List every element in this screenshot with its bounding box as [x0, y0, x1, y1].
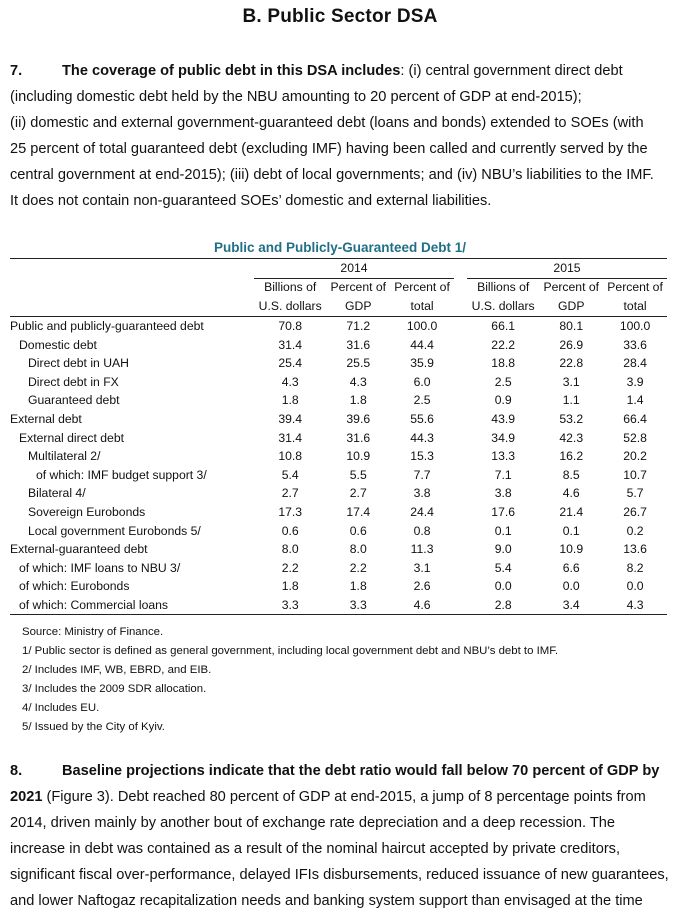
- table-cell: 44.4: [410, 337, 434, 352]
- table-cell: 22.2: [491, 337, 516, 352]
- paragraph-8-line-1: [10, 758, 674, 784]
- table-subheader-row-2: [10, 297, 667, 316]
- table-cell: 8.5: [562, 467, 580, 482]
- column-header: Billions of: [477, 280, 530, 295]
- paragraph-8-line-2: [10, 784, 674, 810]
- column-header: Billions of: [264, 280, 317, 295]
- table-cell: 2.7: [349, 486, 367, 501]
- table-cell: 0.0: [626, 579, 644, 594]
- table-cell: 17.6: [491, 505, 516, 520]
- table-cell: 31.6: [346, 337, 371, 352]
- table-cell: 42.3: [559, 430, 584, 445]
- table-cell: 0.1: [494, 523, 512, 538]
- paragraph-7-line: central government at end-2015); (iii) debt of local governments; and (iv) NBU’s liabilities to the IMF.: [10, 167, 654, 183]
- paragraph-lead: Baseline projections indicate that the debt ratio would fall below 70 percent of GDP by: [62, 763, 660, 779]
- table-cell: 43.9: [491, 412, 516, 427]
- row-label: External-guaranteed debt: [10, 542, 148, 557]
- paragraph-lead: The coverage of public debt in this DSA includes: [62, 63, 401, 79]
- paragraph-7-line: (including domestic debt held by the NBU amounting to 20 percent of GDP at end-2015);: [10, 89, 582, 105]
- table-cell: 7.7: [413, 467, 431, 482]
- table-cell: 17.4: [346, 505, 371, 520]
- table-row: [10, 316, 667, 335]
- table-cell: 13.6: [623, 542, 647, 557]
- table-cell: 3.4: [539, 596, 603, 615]
- section-title: B. Public Sector DSA: [242, 6, 438, 27]
- table-cell: 10.9: [346, 449, 371, 464]
- paragraph-7-line: It does not contain non-guaranteed SOEs’ domestic and external liabilities.: [10, 193, 492, 209]
- table-cell: 4.3: [603, 596, 667, 615]
- table-cell: 3.3: [254, 596, 326, 615]
- table-cell: 7.1: [494, 467, 512, 482]
- row-label: of which: IMF budget support 3/: [36, 467, 207, 482]
- table-cell: 1.4: [626, 393, 644, 408]
- table-cell: 4.6: [562, 486, 580, 501]
- table-cell: 66.4: [623, 412, 647, 427]
- table-cell: 0.6: [281, 523, 299, 538]
- table-cell: 10.9: [559, 542, 584, 557]
- table-row: [10, 521, 667, 540]
- table-cell: 5.7: [626, 486, 644, 501]
- table-cell: 2.5: [413, 393, 431, 408]
- table-cell: 18.8: [491, 356, 516, 371]
- table-cell: 13.3: [491, 449, 516, 464]
- table-cell: 39.4: [278, 412, 303, 427]
- paragraph-text: (Figure 3). Debt reached 80 percent of GDP at end-2015, a jump of 8 percentage points from: [42, 789, 646, 805]
- column-header: Percent of: [543, 280, 600, 295]
- table-cell: 31.4: [278, 337, 303, 352]
- table-cell: 1.8: [349, 579, 367, 594]
- paragraph-8: [10, 758, 674, 914]
- paragraph-8-line: significant fiscal over-performance, delayed IFIs disbursements, reduced issuance of new guarantees,: [10, 867, 669, 883]
- table-cell: 4.6: [390, 596, 454, 615]
- table-cell: 16.2: [559, 449, 584, 464]
- row-label: External debt: [10, 412, 82, 427]
- table-cell: 3.8: [413, 486, 431, 501]
- table-cell: 44.3: [410, 430, 434, 445]
- table-cell: 21.4: [559, 505, 584, 520]
- table-row: [10, 391, 667, 410]
- table-cell: 22.8: [559, 356, 584, 371]
- table-cell: 11.3: [410, 542, 434, 557]
- column-header: total: [390, 297, 454, 316]
- table-cell: 3.1: [562, 374, 580, 389]
- table-cell: 0.8: [413, 523, 431, 538]
- table-cell: 8.0: [281, 542, 299, 557]
- table-cell: 1.8: [281, 393, 299, 408]
- column-header: total: [603, 297, 667, 316]
- paragraph-7-line: 25 percent of total guaranteed debt (excluding IMF) having been called and currently served by the: [10, 141, 648, 157]
- table-cell: 100.0: [619, 319, 651, 334]
- table-cell: 52.8: [623, 430, 647, 445]
- table-cell: 5.4: [281, 467, 299, 482]
- table-cell: 3.1: [413, 560, 431, 575]
- table-cell: 8.0: [349, 542, 367, 557]
- table-row: [10, 503, 667, 522]
- paragraph-7-line-1: [10, 58, 674, 84]
- table-cell: 4.3: [349, 374, 367, 389]
- table-cell: 5.5: [349, 467, 367, 482]
- table-subheader-row-1: [10, 278, 667, 297]
- table-cell: 3.8: [494, 486, 512, 501]
- table-footnote: 3/ Includes the 2009 SDR allocation.: [22, 683, 207, 696]
- table-cell: 0.9: [494, 393, 512, 408]
- row-label: Public and publicly-guaranteed debt: [10, 319, 204, 334]
- table-row: [10, 335, 667, 354]
- table-cell: 0.0: [494, 579, 512, 594]
- row-label: Direct debt in UAH: [28, 356, 129, 371]
- column-header: U.S. dollars: [254, 297, 326, 316]
- table-cell: 33.6: [623, 337, 647, 352]
- table-cell: 71.2: [346, 319, 371, 334]
- table-source-note: Source: Ministry of Finance.: [22, 626, 164, 638]
- paragraph-7: [10, 58, 674, 214]
- table-footnote: 2/ Includes IMF, WB, EBRD, and EIB.: [22, 664, 212, 677]
- table-cell: 5.4: [494, 560, 512, 575]
- table-cell: 17.3: [278, 505, 303, 520]
- table-footnote: 4/ Includes EU.: [22, 702, 100, 715]
- table-row: [10, 596, 667, 615]
- column-header: Percent of: [330, 280, 387, 295]
- table-cell: 0.1: [562, 523, 580, 538]
- table-cell: 70.8: [278, 319, 303, 334]
- table-row: [10, 540, 667, 559]
- table-cell: 2.2: [281, 560, 299, 575]
- table-title: Public and Publicly-Guaranteed Debt 1/: [213, 240, 467, 255]
- table-cell: 2.8: [467, 596, 539, 615]
- table-cell: 0.2: [626, 523, 644, 538]
- column-header: U.S. dollars: [467, 297, 539, 316]
- table-row: [10, 484, 667, 503]
- row-label: of which: IMF loans to NBU 3/: [19, 560, 181, 575]
- paragraph-lead: 2021: [10, 789, 43, 805]
- table-cell: 35.9: [410, 356, 434, 371]
- table-cell: 26.7: [623, 505, 647, 520]
- year-header: 2014: [254, 259, 454, 279]
- row-label: Guaranteed debt: [28, 393, 120, 408]
- row-label: of which: Commercial loans: [10, 596, 254, 615]
- table-cell: 53.2: [559, 412, 584, 427]
- table-cell: 31.4: [278, 430, 303, 445]
- table-footnote: 5/ Issued by the City of Kyiv.: [22, 721, 165, 734]
- table-cell: 2.7: [281, 486, 299, 501]
- table-row: [10, 354, 667, 373]
- row-label: Sovereign Eurobonds: [28, 505, 146, 520]
- table-cell: 20.2: [623, 449, 647, 464]
- debt-table: [10, 258, 667, 615]
- table-row: [10, 410, 667, 429]
- table-cell: 1.8: [281, 579, 299, 594]
- table-row: [10, 447, 667, 466]
- year-header: 2015: [467, 259, 667, 279]
- table-cell: 2.5: [494, 374, 512, 389]
- table-cell: 10.8: [278, 449, 303, 464]
- table-cell: 2.2: [349, 560, 367, 575]
- table-cell: 0.0: [562, 579, 580, 594]
- paragraph-8-line: and lower Naftogaz recapitalization needs and banking system support than envisaged at the time: [10, 893, 643, 909]
- column-header: GDP: [539, 297, 603, 316]
- paragraph-number: 8.: [10, 763, 23, 779]
- paragraph-text: : (i) central government direct debt: [400, 63, 623, 79]
- column-header: GDP: [326, 297, 390, 316]
- table-cell: 10.7: [623, 467, 647, 482]
- table-cell: 0.6: [349, 523, 367, 538]
- table-row: [10, 559, 667, 578]
- table-cell: 25.4: [278, 356, 303, 371]
- table-cell: 6.0: [413, 374, 431, 389]
- table-header-years: [10, 259, 667, 279]
- table-cell: 55.6: [410, 412, 434, 427]
- row-label: Domestic debt: [19, 337, 97, 352]
- table-cell: 9.0: [494, 542, 512, 557]
- table-cell: 15.3: [410, 449, 434, 464]
- table-cell: 3.3: [326, 596, 390, 615]
- row-label: Bilateral 4/: [28, 486, 86, 501]
- table-footnote: 1/ Public sector is defined as general government, including local government debt and NBU’s debt to IMF.: [22, 645, 559, 658]
- table-row: [10, 373, 667, 392]
- table-cell: 28.4: [623, 356, 647, 371]
- table-cell: 6.6: [562, 560, 580, 575]
- table-row: [10, 577, 667, 596]
- table-cell: 8.2: [626, 560, 644, 575]
- paragraph-7-line: (ii) domestic and external government-guaranteed debt (loans and bonds) extended to SOEs (with: [10, 115, 644, 131]
- column-header: Percent of: [607, 280, 663, 295]
- table-cell: 25.5: [346, 356, 371, 371]
- table-cell: 80.1: [559, 319, 584, 334]
- table-row: [10, 466, 667, 485]
- row-label: of which: Eurobonds: [19, 579, 130, 594]
- row-label: External direct debt: [19, 430, 125, 445]
- table-cell: 34.9: [491, 430, 516, 445]
- table-cell: 1.8: [349, 393, 367, 408]
- table-cell: 100.0: [406, 319, 438, 334]
- table-cell: 24.4: [410, 505, 434, 520]
- table-cell: 31.6: [346, 430, 371, 445]
- table-cell: 1.1: [562, 393, 580, 408]
- paragraph-8-line: 2014, driven mainly by another bout of exchange rate depreciation and a deep recession. The: [10, 815, 615, 831]
- row-label: Local government Eurobonds 5/: [28, 523, 201, 538]
- table-row: [10, 428, 667, 447]
- paragraph-number: 7.: [10, 63, 23, 79]
- table-cell: 2.6: [413, 579, 431, 594]
- table-cell: 3.9: [626, 374, 644, 389]
- column-header: Percent of: [394, 280, 450, 295]
- row-label: Multilateral 2/: [28, 449, 101, 464]
- table-cell: 39.6: [346, 412, 371, 427]
- table-cell: 26.9: [559, 337, 584, 352]
- table-cell: 4.3: [281, 374, 299, 389]
- table-cell: 66.1: [491, 319, 516, 334]
- paragraph-8-line: increase in debt was contained as a result of the nominal haircut accepted by private creditors,: [10, 841, 621, 857]
- table-notes: [22, 623, 558, 738]
- row-label: Direct debt in FX: [28, 374, 119, 389]
